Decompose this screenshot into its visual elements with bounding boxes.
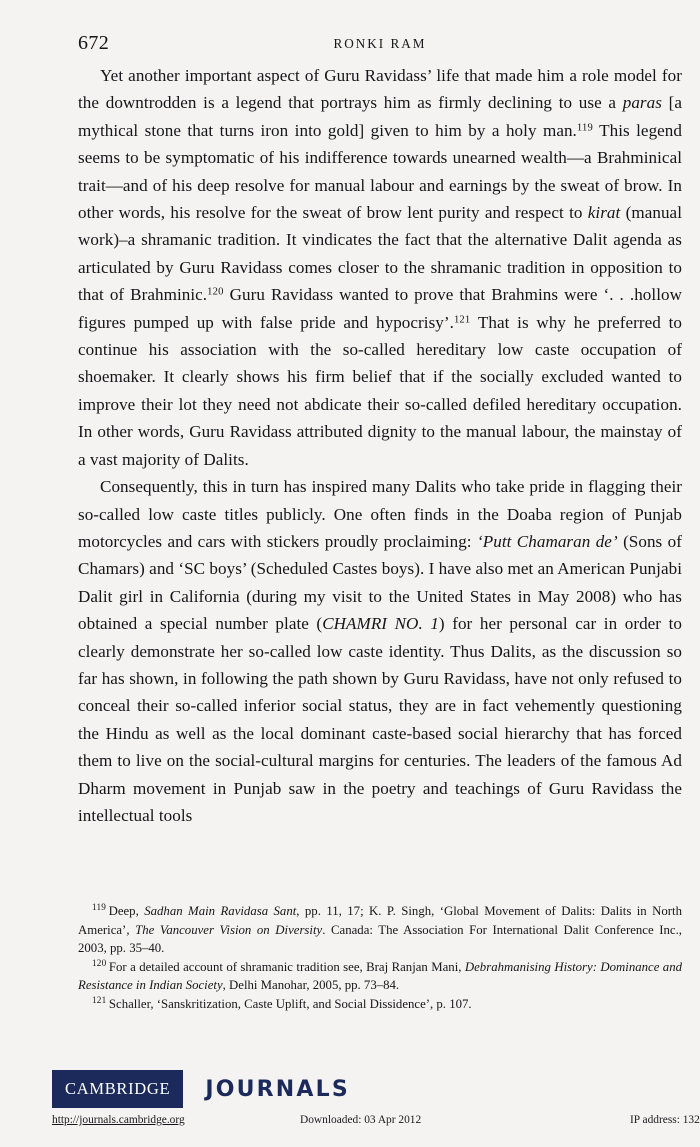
text-run: (Sons of Chamars) and ‘SC boys’ (Scheduled Castes boys). I have also met an American Punjabi Dalit girl in California (during my visit to the United States in May 2008) who has obtained a special number plate ( bbox=[78, 531, 682, 634]
cambridge-wordmark: CAMBRIDGE bbox=[65, 1079, 171, 1098]
text-run: Yet another important aspect of Guru Ravidass’ life that made him a role model for the downtrodden is a legend that portrays him as firmly declining to use a bbox=[78, 66, 682, 113]
cambridge-journals-logo bbox=[52, 1070, 350, 1108]
text-run: . Canada: The Association For International Dalit Conference Inc., 2003, pp. 35–40. bbox=[78, 922, 682, 956]
footnote-item bbox=[78, 902, 682, 958]
page-header bbox=[78, 32, 682, 56]
text-run: That is why he preferred to continue his association with the so-called hereditary low caste occupation of shoemaker. It clearly shows his firm belief that if the socially excluded wanted to improve their lot they need not abdicate their so-called defiled hereditary occupation. In other words, Guru Ravidass attributed dignity to the manual labour, the mainstay of a vast majority of Dalits. bbox=[78, 312, 682, 469]
downloaded-date: Downloaded: 03 Apr 2012 bbox=[300, 1114, 422, 1126]
footnote-reference[interactable]: 119 bbox=[576, 122, 593, 134]
footnote-marker: 119 bbox=[92, 902, 107, 913]
text-run: Schaller, ‘Sanskritization, Caste Uplift, and Social Dissidence’, p. 107. bbox=[108, 996, 472, 1011]
text-run: Guru Ravidass wanted to prove that Brahmins were ‘. . .hollow figures pumped up with false pride and hypocrisy’. bbox=[78, 285, 682, 332]
running-head: RONKI RAM bbox=[333, 36, 427, 51]
italic-text: The Vancouver Vision on Diversity bbox=[135, 922, 323, 937]
text-run: , pp. 11, 17; K. P. Singh, ‘Global Movement of Dalits: Dalits in North America’, bbox=[78, 904, 682, 937]
journals-url-link[interactable]: http://journals.cambridge.org bbox=[52, 1114, 185, 1126]
text-run: , Delhi Manohar, 2005, pp. 73–84. bbox=[222, 978, 400, 993]
footnote-reference[interactable]: 120 bbox=[207, 286, 224, 298]
text-run: [a mythical stone that turns iron into gold] given to him by a holy man. bbox=[78, 93, 682, 140]
footnote-item bbox=[78, 995, 682, 1014]
italic-text: Debrahmanising History: Dominance and Resistance in Indian Society bbox=[78, 959, 683, 993]
italic-text: Sadhan Main Ravidasa Sant bbox=[144, 904, 297, 918]
text-run: (manual work)–a shramanic tradition. It vindicates the fact that the alternative Dalit agenda as articulated by Guru Ravidass comes closer to the shramanic tradition in opposition to that of Brahminic. bbox=[78, 203, 682, 305]
footnotes-section bbox=[78, 902, 682, 1014]
download-meta-bar bbox=[52, 1114, 700, 1136]
text-run: ) for her personal car in order to clearly demonstrate her so-called low caste identity. Thus Dalits, as the discussion so far has shown, in following the path shown by Guru Ravidass, have not only refused to conceal their so-called inferior social status, they are in fact vehemently questioning the Hindu as well as the local dominant caste-based social hierarchy that has forced them to live on the social-cultural margins for centuries. The leaders of the famous Ad Dharm movement in Punjab saw in the poetry and teachings of Guru Ravidass the intellectual tools bbox=[78, 614, 682, 825]
text-run: For a detailed account of shramanic tradition see, Braj Ranjan Mani, bbox=[108, 959, 465, 974]
footnote-marker: 120 bbox=[92, 958, 107, 969]
article-body bbox=[78, 62, 682, 829]
text-run: Deep, bbox=[108, 904, 145, 918]
ip-address: IP address: 132 bbox=[630, 1114, 700, 1126]
footnote-reference[interactable]: 121 bbox=[453, 314, 471, 326]
footnote-marker: 121 bbox=[92, 995, 107, 1006]
text-run: Consequently, this in turn has inspired many Dalits who take pride in flagging their so-called low caste titles publicly. One often finds in the Doaba region of Punjab motorcycles and cars with stickers proudly proclaiming: bbox=[78, 477, 682, 551]
journals-wordmark: JOURNALS bbox=[205, 1076, 350, 1102]
page-number: 672 bbox=[78, 32, 110, 54]
body-paragraph bbox=[78, 473, 682, 829]
italic-text: ‘Putt Chamaran de’ bbox=[476, 531, 618, 551]
cambridge-logo-box bbox=[52, 1070, 183, 1108]
italic-text: paras bbox=[622, 93, 662, 113]
body-paragraph bbox=[78, 62, 682, 473]
text-run: This legend seems to be symptomatic of his indifference towards unearned wealth—a Brahminical trait—and of his deep resolve for manual labour and earnings by the sweat of brow. In other words, his resolve for the sweat of brow lent purity and respect to bbox=[78, 120, 682, 223]
italic-text: kirat bbox=[587, 203, 621, 223]
italic-text: CHAMRI NO. 1 bbox=[322, 614, 439, 634]
footnote-item bbox=[78, 958, 682, 995]
